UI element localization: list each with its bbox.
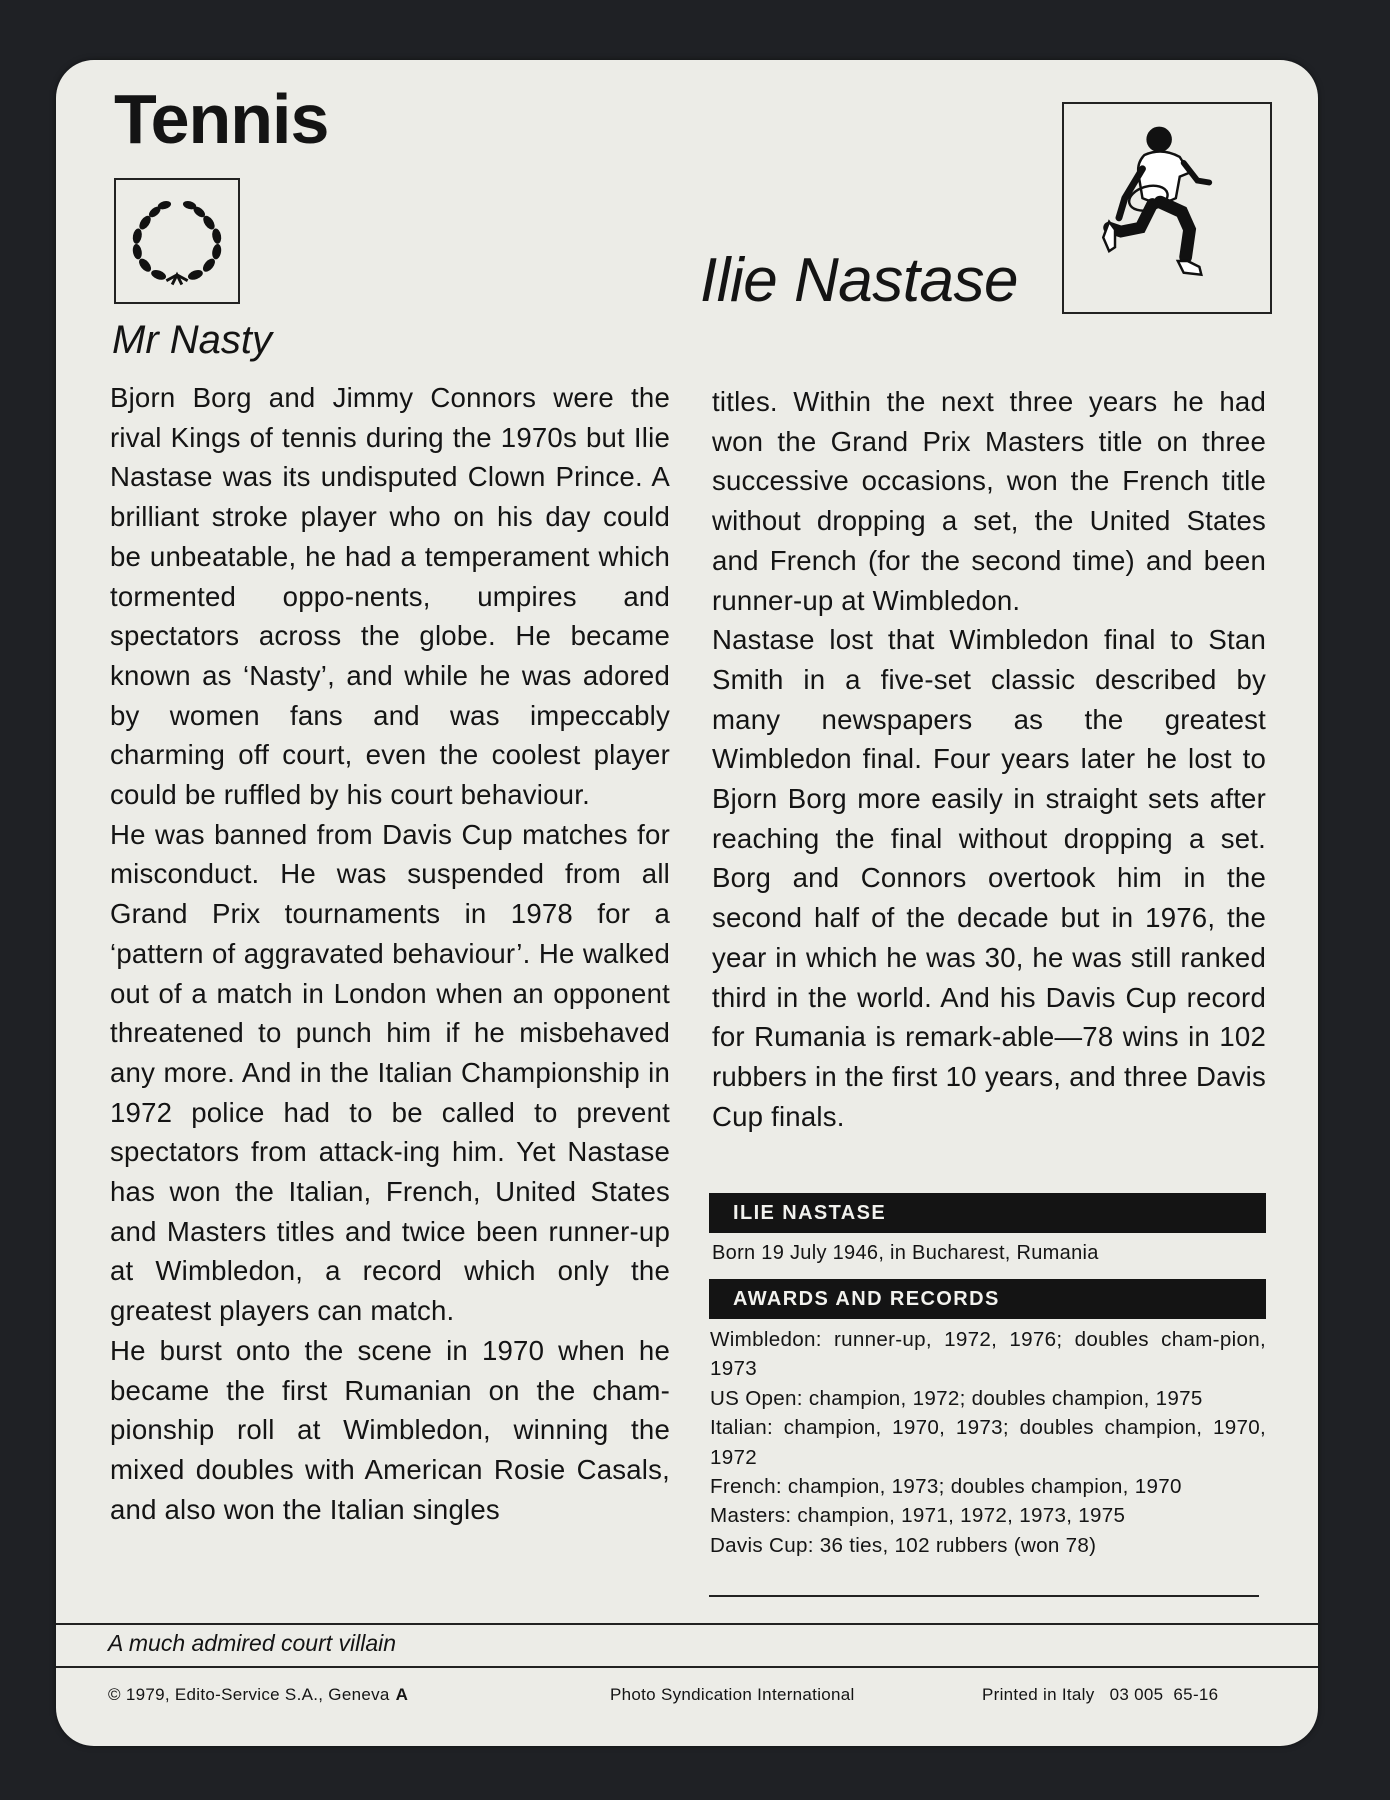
award-record: US Open: champion, 1972; doubles champion, 1975 <box>710 1386 1203 1410</box>
award-record: Masters: champion, 1971, 1972, 1973, 1975 <box>710 1504 1126 1528</box>
copyright-notice <box>108 1684 408 1706</box>
awards-list <box>710 1325 1266 1560</box>
biography-paragraph: Bjorn Borg and Jimmy Connors were the rival Kings of tennis during the 1970s but Ilie Nastase was its undisputed Clown Prince. A brilliant stroke player who on his day could be unbeatable, he had a temperament which tormented oppo-nents, umpires and spectators across the globe. He became known as ‘Nasty’, and while he was adored by women fans and was impeccably charming off court, even the coolest player could be ruffled by his court behaviour. <box>110 382 670 811</box>
award-record: Wimbledon: runner-up, 1972, 1976; doubles cham-pion, 1973 <box>710 1328 1266 1381</box>
biography-paragraph: He was banned from Davis Cup matches for misconduct. He was suspended from all Grand Prix tournaments in 1978 for a ‘pattern of aggravated behaviour’. He walked out of a match in London when an opponent threatened to punch him if he misbehaved any more. And in the Italian Championship in 1972 police had to be called to prevent spectators from attack-ing him. Yet Nastase has won the Italian, French, United States and Masters titles and twice been runner-up at Wimbledon, a record which only the greatest players can match. <box>110 818 670 1327</box>
card-subtitle: Mr Nasty <box>112 318 272 362</box>
award-record: French: champion, 1973; doubles champion, 1970 <box>710 1475 1182 1499</box>
award-record: Italian: champion, 1970, 1973; doubles champion, 1970, 1972 <box>710 1416 1266 1469</box>
photo-caption: A much admired court villain <box>108 1630 397 1656</box>
birth-info: Born 19 July 1946, in Bucharest, Rumania <box>712 1242 1099 1264</box>
sport-title: Tennis <box>114 80 329 158</box>
biography-left-column <box>110 378 670 1529</box>
biography-paragraph: Nastase lost that Wimbledon final to Stan Smith in a five-set classic described by many newspapers as the greatest Wimbledon final. Four years later he lost to Bjorn Borg more easily in straight sets after reaching the final without dropping a set. Borg and Connors overtook him in the second half of the decade but in 1976, the year in which he was 30, he was still ranked third in the world. And his Davis Cup record for Rumania is remark-able—78 wins in 102 rubbers in the first 10 years, and three Davis Cup finals. <box>712 624 1266 1132</box>
series-letter: A <box>395 1685 409 1704</box>
photo-credit: Photo Syndication International <box>610 1685 855 1704</box>
divider <box>709 1595 1259 1597</box>
biography-paragraph: He burst onto the scene in 1970 when he became the first Rumanian on the cham-pionship roll at Wimbledon, winning the mixed doubles with American Rosie Casals, and also won the Italian singles <box>110 1334 670 1525</box>
divider <box>56 1623 1318 1625</box>
copyright-text: © 1979, Edito-Service S.A., Geneva <box>108 1685 390 1704</box>
biography-right-column <box>712 382 1266 1136</box>
award-record: Davis Cup: 36 ties, 102 rubbers (won 78) <box>710 1533 1097 1557</box>
tennis-player-icon <box>1062 102 1272 314</box>
player-name: Ilie Nastase <box>700 246 1018 315</box>
profile-heading: ILIE NASTASE <box>709 1193 1266 1233</box>
biography-paragraph: titles. Within the next three years he had won the Grand Prix Masters title on three successive occasions, won the French title without dropping a set, the United States and French (for the second time) and been runner-up at Wimbledon. <box>712 386 1266 616</box>
awards-heading: AWARDS AND RECORDS <box>709 1279 1266 1319</box>
laurel-wreath-icon <box>114 178 240 304</box>
divider <box>56 1666 1318 1668</box>
print-info <box>982 1684 1218 1706</box>
print-info-text: Printed in Italy 03 005 65-16 <box>982 1685 1219 1704</box>
